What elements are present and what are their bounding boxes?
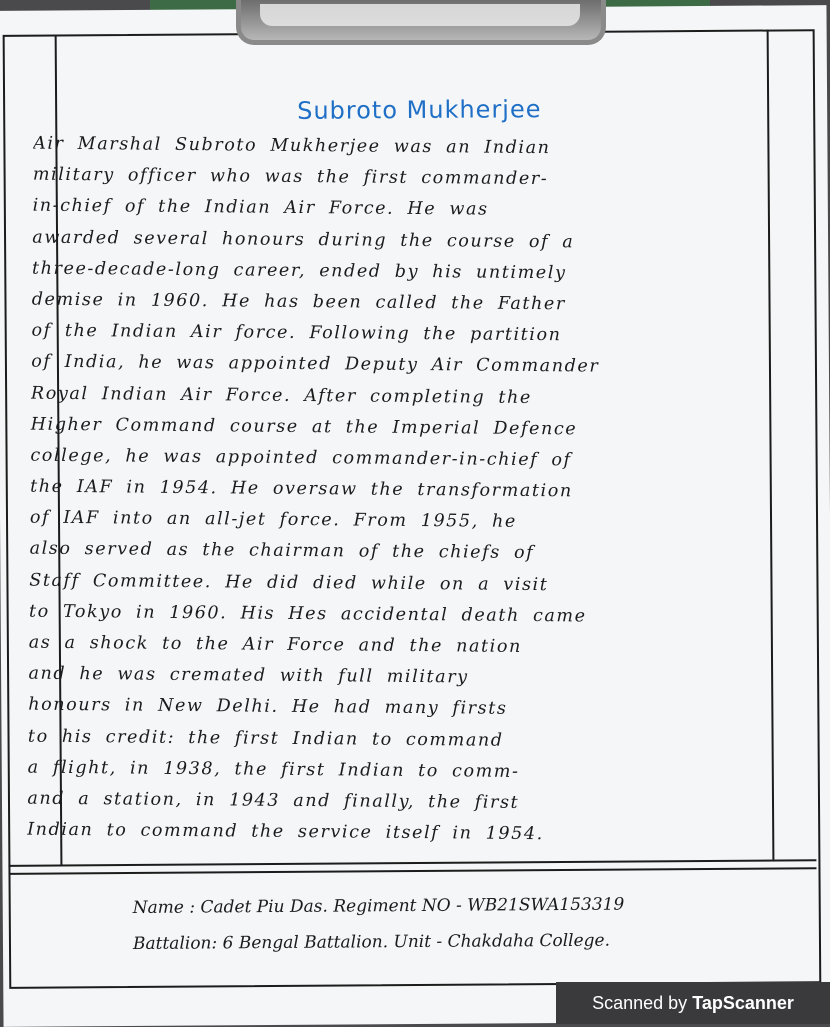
name-regiment-line: Name : Cadet Piu Das. Regiment NO - WB21SWA153319: [132, 894, 625, 918]
text-line: of the Indian Air force. Following the partition: [31, 320, 562, 346]
clipboard-clip-highlight: [260, 4, 580, 26]
text-line: military officer who was the first commander-: [32, 164, 549, 190]
text-line: honours in New Delhi. He had many firsts: [28, 695, 508, 720]
handwritten-body: [27, 129, 785, 853]
text-line: the IAF in 1954. He oversaw the transformation: [30, 476, 573, 502]
text-line: also served as the chairman of the chiefs of: [29, 539, 535, 564]
text-line: to his credit: the first Indian to command: [27, 726, 504, 751]
text-line: Royal Indian Air Force. After completing the: [30, 383, 532, 408]
watermark-prefix: Scanned by: [592, 992, 688, 1013]
text-line: Higher Command course at the Imperial Defence: [30, 414, 578, 440]
text-line: Air Marshal Subroto Mukherjee was an Indian: [33, 133, 551, 159]
paper-sheet: [0, 5, 830, 1027]
battalion-unit-line: Battalion: 6 Bengal Battalion. Unit - Chakdaha College.: [132, 930, 611, 954]
text-line: college, he was appointed commander-in-chief of: [30, 445, 572, 471]
page-title: Subroto Mukherjee: [297, 95, 542, 125]
author-footer: [133, 885, 793, 962]
text-line: Staff Committee. He did died while on a visit: [29, 570, 549, 595]
text-line: a flight, in 1938, the first Indian to comm-: [27, 757, 520, 782]
text-line: to Tokyo in 1960. His Hes accidental death came: [28, 601, 587, 627]
text-line: of India, he was appointed Deputy Air Commander: [31, 351, 600, 377]
text-line: awarded several honours during the course of a: [32, 227, 575, 252]
text-line: of IAF into an all-jet force. From 1955, he: [29, 507, 517, 533]
text-line: three-decade-long career, ended by his untimely: [31, 258, 567, 284]
text-line: and a station, in 1943 and finally, the first: [27, 788, 520, 813]
scanner-watermark: [556, 982, 830, 1024]
text-line: and he was cremated with full military: [28, 663, 469, 688]
text-line: as a shock to the Air Force and the nation: [28, 632, 522, 657]
text-line: in-chief of the Indian Air Force. He was: [32, 196, 489, 221]
text-line: Indian to command the service itself in 1954.: [27, 819, 544, 845]
watermark-brand: TapScanner: [692, 992, 794, 1013]
text-line: demise in 1960. He has been called the Father: [31, 289, 566, 315]
